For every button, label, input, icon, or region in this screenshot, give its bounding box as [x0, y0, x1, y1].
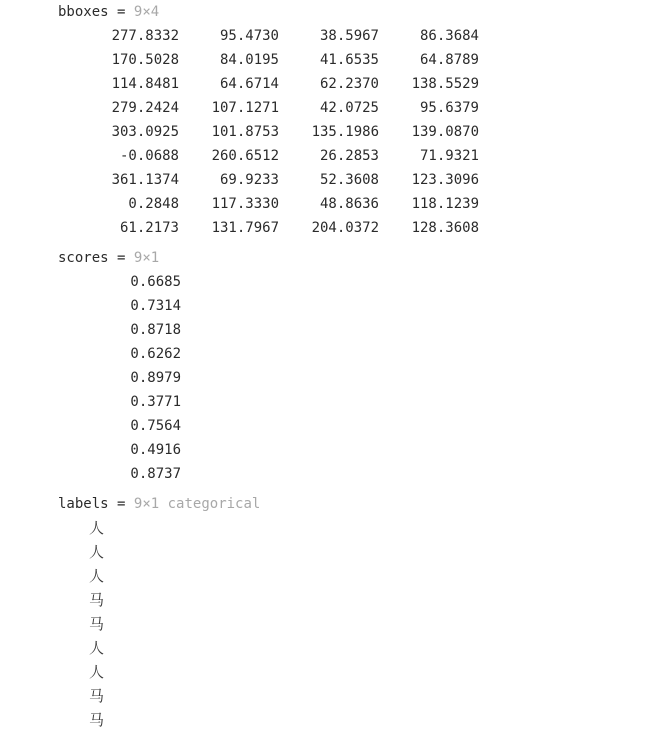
table-row [0, 168, 665, 192]
variable-header-scores [0, 246, 665, 270]
matrix-cell: 38.5967 [319, 28, 379, 44]
vector-cell: 0.4916 [130, 442, 181, 458]
matrix-cell: 279.2424 [111, 100, 179, 116]
table-row [0, 366, 665, 390]
matrix-cell: 135.1986 [311, 124, 379, 140]
matrix-cell: 170.5028 [111, 52, 179, 68]
matrix-cell: -0.0688 [119, 148, 179, 164]
vector-cell: 0.8979 [130, 370, 181, 386]
table-row [0, 48, 665, 72]
list-item: 人 [89, 663, 105, 681]
matrix-cell: 26.2853 [319, 148, 379, 164]
table-row [0, 24, 665, 48]
matrix-cell: 117.3330 [211, 196, 279, 212]
matrix-cell: 61.2173 [119, 220, 179, 236]
matrix-cell: 118.1239 [411, 196, 479, 212]
variable-dimensions-labels: 9×1 [133, 496, 160, 512]
table-row [0, 342, 665, 366]
vector-cell: 0.3771 [130, 394, 181, 410]
matrix-cell: 52.3608 [319, 172, 379, 188]
table-row [0, 72, 665, 96]
spacer [159, 496, 167, 512]
table-row [0, 144, 665, 168]
list-item: 人 [89, 543, 105, 561]
table-row [0, 390, 665, 414]
table-row [0, 294, 665, 318]
matrix-cell: 48.8636 [319, 196, 379, 212]
matrix-cell: 277.8332 [111, 28, 179, 44]
matrix-cell: 86.3684 [419, 28, 479, 44]
vector-cell: 0.7314 [130, 298, 181, 314]
list-item: 人 [89, 519, 105, 537]
vector-scores [0, 270, 665, 486]
spacer [109, 4, 117, 20]
vector-cell: 0.6685 [130, 274, 181, 290]
matrix-cell: 107.1271 [211, 100, 279, 116]
variable-block-bboxes [0, 0, 665, 240]
variable-dimensions-scores: 9×1 [133, 250, 160, 266]
matrix-cell: 128.3608 [411, 220, 479, 236]
table-row [0, 318, 665, 342]
matrix-cell: 62.2370 [319, 76, 379, 92]
matrix-cell: 0.2848 [128, 196, 179, 212]
list-item: 马 [89, 711, 105, 729]
matrix-cell: 139.0870 [411, 124, 479, 140]
matrix-cell: 64.8789 [419, 52, 479, 68]
vector-cell: 0.8718 [130, 322, 181, 338]
spacer [125, 250, 133, 266]
spacer [125, 496, 133, 512]
matrix-cell: 123.3096 [411, 172, 479, 188]
equals-sign-labels: = [117, 496, 126, 512]
spacer [109, 496, 117, 512]
matrix-cell: 84.0195 [219, 52, 279, 68]
variable-header-labels [0, 492, 665, 516]
vector-labels [0, 516, 665, 732]
variable-header-bboxes [0, 0, 665, 24]
list-item: 马 [89, 687, 105, 705]
spacer [109, 250, 117, 266]
list-item: 人 [89, 639, 105, 657]
matrix-cell: 95.6379 [419, 100, 479, 116]
matrix-bboxes [0, 24, 665, 240]
variable-name-bboxes: bboxes [58, 4, 109, 20]
matrix-cell: 71.9321 [419, 148, 479, 164]
matrix-cell: 64.6714 [219, 76, 279, 92]
table-row [0, 192, 665, 216]
matrix-cell: 260.6512 [211, 148, 279, 164]
matrix-cell: 41.6535 [319, 52, 379, 68]
variable-name-scores: scores [58, 250, 109, 266]
variable-block-labels [0, 492, 665, 732]
matrix-cell: 204.0372 [311, 220, 379, 236]
matrix-cell: 303.0925 [111, 124, 179, 140]
table-row [0, 120, 665, 144]
matrix-cell: 131.7967 [211, 220, 279, 236]
list-item: 人 [89, 567, 105, 585]
table-row [0, 414, 665, 438]
table-row [0, 462, 665, 486]
equals-sign-bboxes: = [117, 4, 126, 20]
matrix-cell: 101.8753 [211, 124, 279, 140]
variable-name-labels: labels [58, 496, 109, 512]
variable-dimensions-bboxes: 9×4 [133, 4, 160, 20]
vector-cell: 0.7564 [130, 418, 181, 434]
list-item: 马 [89, 615, 105, 633]
matrix-cell: 69.9233 [219, 172, 279, 188]
matrix-cell: 95.4730 [219, 28, 279, 44]
equals-sign-scores: = [117, 250, 126, 266]
variable-type-labels: categorical [167, 496, 261, 512]
table-row [0, 438, 665, 462]
matrix-cell: 114.8481 [111, 76, 179, 92]
vector-cell: 0.8737 [130, 466, 181, 482]
table-row [0, 216, 665, 240]
vector-cell: 0.6262 [130, 346, 181, 362]
matrix-cell: 42.0725 [319, 100, 379, 116]
variable-block-scores [0, 246, 665, 486]
matrix-cell: 361.1374 [111, 172, 179, 188]
table-row [0, 96, 665, 120]
list-item: 马 [89, 591, 105, 609]
table-row [0, 270, 665, 294]
spacer [125, 4, 133, 20]
matrix-cell: 138.5529 [411, 76, 479, 92]
